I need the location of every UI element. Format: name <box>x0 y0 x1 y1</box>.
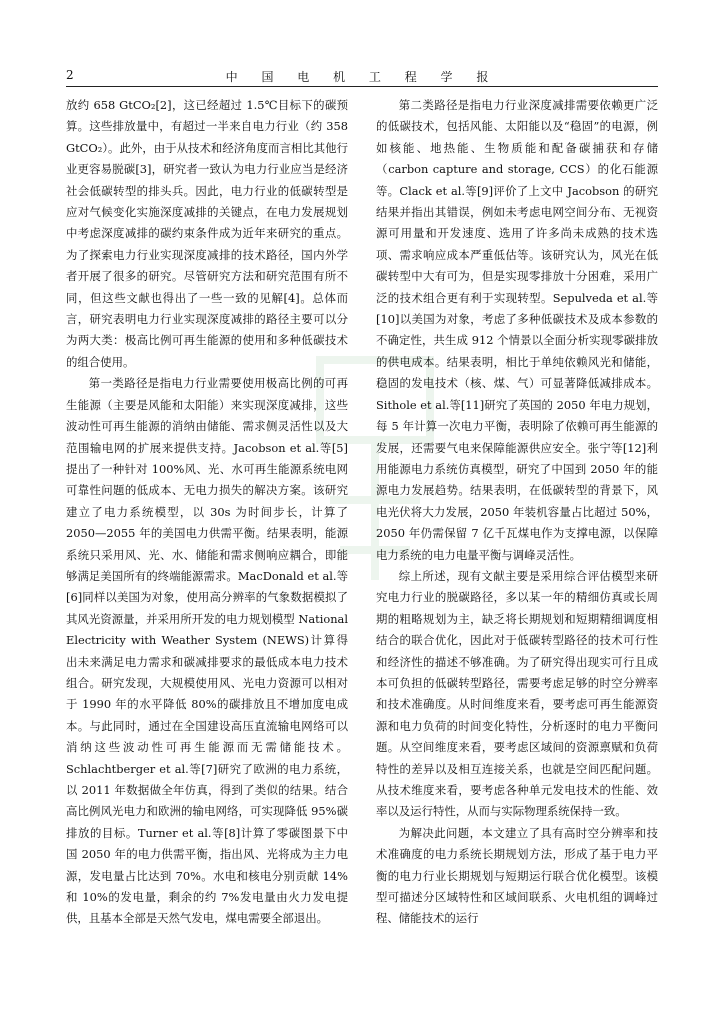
page-header <box>66 68 658 86</box>
journal-title: 中 国 电 机 工 程 学 报 <box>225 70 499 84</box>
paragraph: 为解决此问题，本文建立了具有高时空分辨率和技术准确度的电力系统长期规划方法，形成了基于电力平衡的电力行业长期规划与短期运行联合优化模型。该模型可描述分区域特性和区域间联系、火电机组的调峰过程、储能技术的运行 <box>376 825 658 926</box>
paragraph: 放约 658 GtCO₂[2]，这已经超过 1.5℃目标下的碳预算。这些排放量中，有超过一半来自电力行业（约 358 GtCO₂）。此外，由于从技术和经济角度而言相比其他行业更容易脱碳[3]，研究者一致认为电力行业应当是经济社会低碳转型的排头兵。因此，电力行业的低碳转型是应对气候变化实施深度减排的关键点，在电力发展规划中考虑深度减排的碳约束条件成为近年来研究的重点。为了探索电力行业实现深度减排的技术路径，国内外学者开展了很多的研究。尽管研究方法和研究范围有所不同，但这些文献也得出了一些一致的见解[4]。总体而言，研究表明电力行业实现深度减排的路径主要可以分为两大类：极高比例可再生能源的使用和多种低碳技术的组合使用。 <box>66 98 348 369</box>
paragraph: 第一类路径是指电力行业需要使用极高比例的可再生能源（主要是风能和太阳能）来实现深度减排，这些波动性可再生能源的消纳由储能、需求侧灵活性以及大范围输电网的扩展来提供支持。Jacobson et al.等[5]提出了一种针对 100%风、光、水可再生能源系统电网可靠性问题的低成本、无电力损失的解决方案。该研究建立了电力系统模型，以 30s 为时间步长，计算了 2050—2055 年的美国电力供需平衡。结果表明，能源系统只采用风、光、水、储能和需求侧响应耦合，即能够满足美国所有的终端能源需求。MacDonald et al.等[6]同样以美国为对象，使用高分辨率的气象数据模拟了其风光资源量，并采用所开发的电力规划模型 National Electricity with Weather System (NEWS)计算得出未来满足电力需求和碳减排要求的最低成本电力技术组合。研究发现，大规模使用风、光电力资源可以相对于 1990 年的水平降低 80%的碳排放且不增加度电成本。与此同时，通过在全国建设高压直流输电网络可以消纳这些波动性可再生能源而无需储能技术。Schlachtberger et al.等[7]研究了欧洲的电力系统，以 2011 年数据做全年仿真，得到了类似的结果。结合高比例风光电力和欧洲的输电网络，可实现降低 95%碳排放的目标。Turner et al.等[8]计算了零碳图景下中国 2050 年的电力供需平衡，指出风、光将成为主力电源，发电量占比达到 70%。水电和核电分别贡献 14%和 10%的发电量，剩余的约 7%发电量由火力发电提供，且基本全部是天然气发电，煤电需要全部退出。 <box>66 376 348 926</box>
paragraph: 综上所述，现有文献主要是采用综合评估模型来研究电力行业的脱碳路径，多以某一年的精细仿真或长周期的粗略规划为主，缺乏将长期规划和短期精细调度相结合的联合优化，因此对于低碳转型路径的技术可行性和经济性的描述不够准确。为了研究得出现实可行且成本可负担的低碳转型路径，需要考虑足够的时空分辨率和技术准确度。从时间维度来看，要考虑可再生能源资源和电力负荷的时间变化特性，分析逐时的电力平衡问题。从空间维度来看，要考虑区域间的资源禀赋和负荷特性的差异以及相互连接关系，也就是空间匹配问题。从技术维度来看，要考虑各种单元发电技术的性能、效率以及运行特性，从而与实际物理系统保持一致。 <box>376 568 658 819</box>
header-rule <box>66 86 658 87</box>
paragraph: 第二类路径是指电力行业深度减排需要依赖更广泛的低碳技术，包括风能、太阳能以及“稳固”的电源，例如核能、地热能、生物质能和配备碳捕获和存储（carbon capture and storage, CCS）的化石能源等。Clack et al.等[9]评价了上文中 Jacobson 的研究结果并指出其错误，例如未考虑电网空间分布、无视资源可用量和开发速度、选用了许多尚未成熟的技术选项、需求响应成本严重低估等。该研究认为，风光在低碳转型中大有可为，但是实现零排放十分困难，采用广泛的技术组合更有利于实现转型。Sepulveda et al.等[10]以美国为对象，考虑了多种低碳技术及成本参数的不确定性，共生成 912 个情景以全面分析实现零碳排放的供电成本。结果表明，相比于单纯依赖风光和储能，稳固的发电技术（核、煤、气）可显著降低减排成本。Sithole et al.等[11]研究了英国的 2050 年电力规划，每 5 年计算一次电力平衡，表明除了依赖可再生能源的发展，还需要气电来保障能源供应安全。张宁等[12]利用能源电力系统仿真模型，研究了中国到 2050 年的能源电力发展趋势。结果表明，在低碳转型的背景下，风电光伏将大力发展，2050 年装机容量占比超过 50%，2050 年仍需保留 7 亿千瓦煤电作为支撑电源，以保障电力系统的电力电量平衡与调峰灵活性。 <box>376 98 658 562</box>
page-number: 2 <box>66 68 74 82</box>
right-column <box>376 95 658 930</box>
left-column <box>66 95 348 930</box>
